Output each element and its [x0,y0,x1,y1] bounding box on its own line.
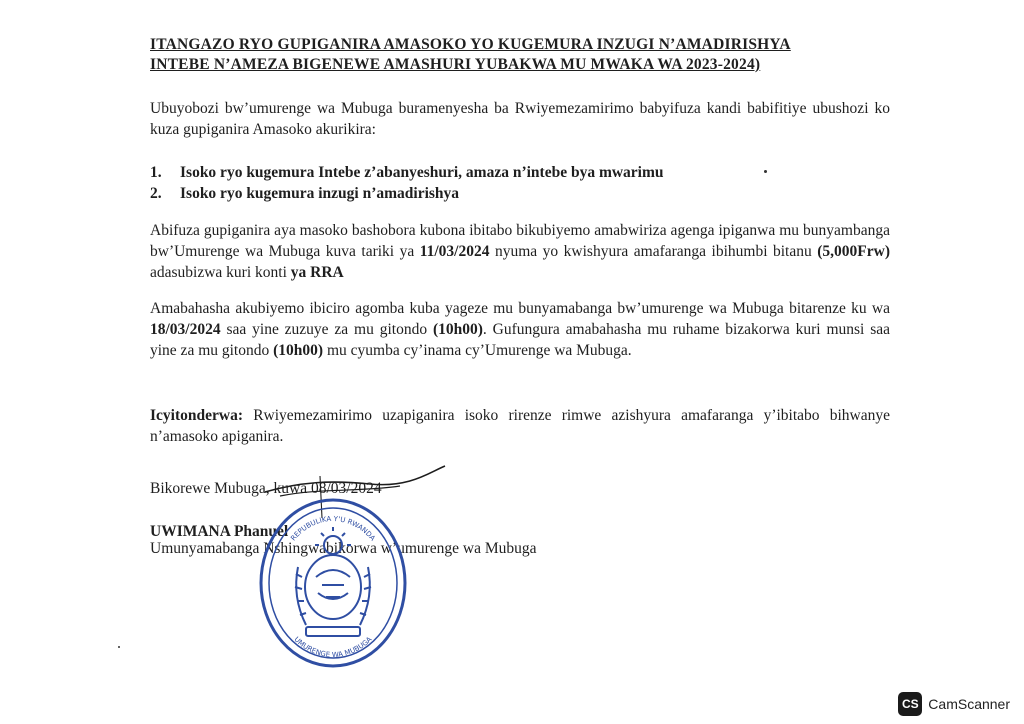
place-and-date: Bikorewe Mubuga, kuwa 08/03/2024 [150,480,382,497]
list-item-text: Isoko ryo kugemura Intebe z’abanyeshuri, amaza n’intebe bya mwarimu [180,164,664,181]
scan-speck [764,170,767,173]
documents-text-b: nyuma yo kwishyura amafaranga ibihumbi bitanu [489,243,818,260]
documents-text-a: Abifuza gupiganira aya masoko bashobora kubona ibitabo bikubiyemo amabwiriza agenga ipiganwa mu bunyambanga bw’Umurenge wa Mubuga kuva tariki ya [150,222,890,260]
list-item-number: 1. [150,164,162,181]
bids-paragraph [150,298,890,361]
camscanner-watermark [898,692,1010,716]
notice-title-line-2: INTEBE N’AMEZA BIGENEWE AMASHURI YUBAKWA MU MWAKA WA 2023-2024) [150,56,761,73]
stamp-bottom-text: UMURENGE WA MUBUGA [292,635,374,660]
documents-paragraph [150,220,890,283]
documents-rra: ya RRA [290,264,344,281]
note-text: Rwiyemezamirimo uzapiganira isoko rirenze rimwe azishyura amafaranga y’ibitabo bihwanye n’amasoko apiganira. [150,407,890,445]
bids-text-b: saa yine zuzuye za mu gitondo [220,321,433,338]
bids-text-d: mu cyumba cy’inama cy’Umurenge wa Mubuga. [323,342,632,359]
note-label: Icyitonderwa: [150,407,243,424]
documents-text-c: adasubizwa kuri konti [150,264,291,281]
bids-deadline-date: 18/03/2024 [150,321,221,338]
bids-opening-time: (10h00) [273,342,324,359]
bids-deadline-time: (10h00) [432,321,483,338]
note-paragraph [150,405,890,447]
signatory-name: UWIMANA Phanuel [150,523,289,540]
bids-text-c: . Gufungura amabahasha mu ruhame bizakorwa kuri munsi saa yine za mu gitondo [150,321,891,359]
documents-amount: (5,000Frw) [817,243,890,260]
documents-date: 11/03/2024 [419,243,490,260]
notice-title-line-1: ITANGAZO RYO GUPIGANIRA AMASOKO YO KUGEMURA INZUGI N’AMADIRISHYA [150,36,791,53]
coat-of-arms-icon [295,527,371,636]
camscanner-logo-icon: CS [898,692,922,716]
camscanner-label: CamScanner [928,696,1010,712]
bids-text-a: Amabahasha akubiyemo ibiciro agomba kuba yageze mu bunyamabanga bw’umurenge wa Mubuga bitarenze ku wa [150,300,890,317]
list-item [150,162,664,183]
scan-speck [118,646,120,648]
tender-list [150,162,664,204]
official-stamp [258,497,408,669]
list-item-text: Isoko ryo kugemura inzugi n’amadirishya [180,185,460,202]
list-item [150,183,664,204]
intro-paragraph: Ubuyobozi bw’umurenge wa Mubuga buramenyesha ba Rwiyemezamirimo babyifuza kandi babifitiye ubushozi ko kuza gupiganira Amasoko akurikira: [150,100,890,138]
list-item-number: 2. [150,185,162,202]
stamp-top-text: REPUBULIKA Y'U RWANDA [289,514,377,543]
signatory-title: Umunyamabanga Nshingwabikorwa w’umurenge wa Mubuga [150,540,537,557]
